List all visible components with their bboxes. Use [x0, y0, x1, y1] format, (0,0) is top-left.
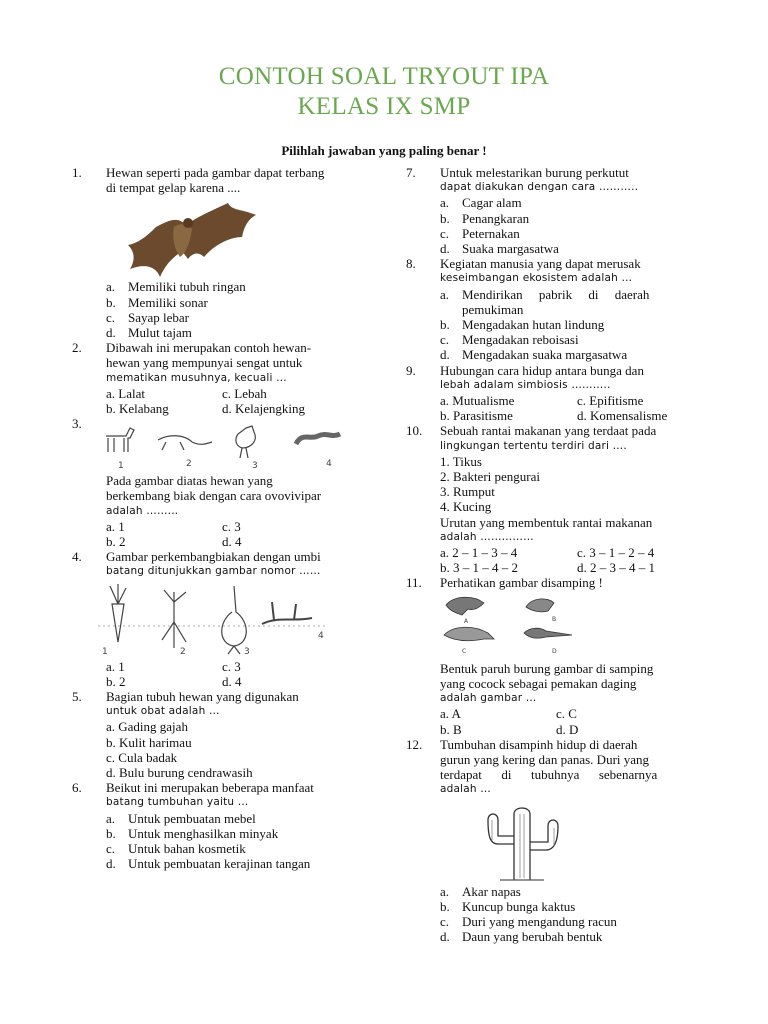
answer-option[interactable]: c. Lebah: [222, 385, 267, 401]
question-2: [72, 340, 362, 416]
answer-option-continuation: [440, 302, 698, 317]
question-stem: Sebuah rantai makanan yang terdaat pada: [440, 423, 657, 439]
answer-option[interactable]: b. 3 – 1 – 4 – 2: [440, 560, 518, 576]
question-stem: adalah ………: [106, 504, 179, 517]
answer-option[interactable]: [440, 347, 698, 362]
question-stem: terdapat di tubuhnya sebenarnya: [440, 767, 658, 783]
question-number: 4.: [72, 549, 82, 565]
question-stem: adalah …: [440, 783, 491, 796]
answer-option[interactable]: a. Mutualisme: [440, 393, 515, 409]
question-stem: Untuk melestarikan burung perkutut: [440, 165, 629, 180]
question-stem: batang ditunjukkan gambar nomor ……: [106, 565, 321, 578]
cactus-icon: [470, 800, 580, 882]
answer-option[interactable]: [106, 279, 362, 294]
question-9: [406, 363, 698, 424]
answer-option[interactable]: a. 1: [106, 658, 125, 674]
question-8: [406, 256, 698, 362]
answer-option[interactable]: [440, 287, 698, 302]
option-letter: c.: [106, 309, 116, 325]
answer-option[interactable]: b. 2: [106, 534, 126, 550]
question-11: [406, 575, 698, 736]
figure-label: 4: [326, 459, 332, 470]
option-letter: d.: [106, 325, 116, 341]
answer-option[interactable]: d. 4: [222, 534, 242, 550]
instruction: Pilihlah jawaban yang paling benar !: [281, 143, 487, 158]
option-letter: a.: [106, 810, 116, 826]
question-6: [72, 780, 362, 871]
question-number: 10.: [406, 423, 423, 439]
answer-option[interactable]: b. Parasitisme: [440, 408, 513, 424]
bat-icon: [116, 197, 286, 279]
answer-option[interactable]: [440, 317, 698, 332]
option-letter: b.: [440, 898, 450, 914]
option-text: Peternakan: [462, 225, 520, 241]
answer-option[interactable]: a. 2 – 1 – 3 – 4: [440, 545, 518, 561]
plants-illustration: [98, 582, 328, 656]
option-text: Memiliki tubuh ringan: [128, 279, 246, 295]
list-item: 4. Kucing: [440, 499, 492, 515]
option-letter: c.: [106, 841, 116, 857]
answer-option[interactable]: [440, 226, 698, 241]
option-letter: a.: [106, 279, 116, 295]
question-4: [72, 549, 362, 689]
question-stem: Urutan yang membentuk rantai makanan: [440, 514, 653, 530]
answer-option[interactable]: [106, 826, 362, 841]
option-text: Mengadakan hutan lindung: [462, 317, 605, 333]
answer-option[interactable]: [440, 899, 698, 914]
question-number: 2.: [72, 340, 82, 356]
question-stem: lingkungan tertentu terdiri dari ….: [440, 439, 627, 452]
option-text: Memiliki sonar: [128, 294, 208, 310]
question-number: 1.: [72, 165, 82, 180]
answer-option[interactable]: c. 3: [222, 518, 241, 534]
question-number: 8.: [406, 256, 416, 272]
option-text: Mulut tajam: [128, 325, 192, 341]
figure-label: A: [464, 617, 469, 625]
answer-option[interactable]: [440, 929, 698, 944]
answer-option[interactable]: d. Bulu burung cendrawasih: [106, 765, 253, 781]
answer-option[interactable]: c. C: [556, 706, 577, 722]
question-stem: mematikan musuhnya, kecuali …: [106, 371, 287, 384]
figure-label: 1: [102, 646, 108, 656]
question-stem: Dibawah ini merupakan contoh hewan-: [106, 340, 312, 356]
answer-option[interactable]: [106, 295, 362, 310]
option-letter: a.: [440, 286, 450, 302]
question-stem: Hewan seperti pada gambar dapat terbang: [106, 165, 325, 180]
beak-a-icon: [446, 597, 484, 615]
answer-option[interactable]: [440, 241, 698, 256]
option-text: Untuk bahan kosmetik: [128, 841, 246, 857]
question-stem: untuk obat adalah …: [106, 705, 220, 718]
option-text: Mengadakan reboisasi: [462, 332, 579, 348]
question-stem: lebah adalam simbiosis ………..: [440, 378, 611, 391]
answer-option[interactable]: [106, 325, 362, 340]
answer-option[interactable]: c. 3: [222, 658, 241, 674]
snake-icon: [296, 434, 340, 444]
beak-b-icon: [526, 599, 554, 612]
answer-option[interactable]: c. Cula badak: [106, 749, 178, 765]
figure-label: 2: [180, 646, 186, 656]
option-text: Akar napas: [462, 883, 521, 899]
option-text: Suaka margasatwa: [462, 241, 559, 257]
answer-option[interactable]: [440, 914, 698, 929]
question-stem: berkembang biak dengan cara ovovivipar: [106, 488, 322, 504]
question-stem: gurun yang kering dan panas. Duri yang: [440, 751, 650, 767]
plant-roots-icon: [162, 590, 186, 648]
option-letter: a.: [440, 883, 450, 899]
option-letter: b.: [440, 317, 450, 333]
answer-option[interactable]: a. A: [440, 706, 461, 722]
question-3: [72, 416, 362, 549]
question-stem: adalah gambar …: [440, 692, 537, 705]
figure-label: 4: [318, 630, 324, 641]
animals-illustration: [96, 416, 346, 470]
option-letter: d.: [106, 856, 116, 872]
option-letter: b.: [106, 294, 116, 310]
option-letter: d.: [440, 929, 450, 945]
answer-option[interactable]: [106, 856, 362, 871]
option-letter: b.: [106, 825, 116, 841]
answer-option[interactable]: [440, 195, 698, 210]
answer-option[interactable]: b. B: [440, 721, 462, 737]
question-stem: batang tumbuhan yaitu …: [106, 796, 249, 809]
page-title: CONTOH SOAL TRYOUT IPA: [218, 63, 550, 90]
option-letter: a.: [440, 195, 450, 211]
question-number: 7.: [406, 165, 416, 180]
question-stem: di tempat gelap karena ....: [106, 180, 241, 196]
answer-option[interactable]: b. Kelabang: [106, 401, 169, 417]
rhizome-icon: [262, 602, 312, 624]
option-letter: c.: [440, 332, 450, 348]
answer-option[interactable]: d. 4: [222, 673, 242, 689]
figure-label: 3: [244, 646, 250, 656]
answer-option[interactable]: a. Gading gajah: [106, 719, 188, 735]
goat-icon: [106, 428, 134, 452]
answer-option[interactable]: a. Lalat: [106, 385, 145, 401]
answer-option[interactable]: [440, 884, 698, 899]
option-text: Untuk pembuatan mebel: [128, 810, 256, 826]
question-7: [406, 165, 698, 256]
option-letter: d.: [440, 241, 450, 257]
question-number: 6.: [72, 780, 82, 796]
figure-label: C: [462, 647, 467, 655]
option-text: Untuk menghasilkan minyak: [128, 825, 279, 841]
carrot-icon: [110, 584, 126, 642]
answer-option[interactable]: c. Epifitisme: [577, 393, 644, 409]
figure-label: D: [552, 647, 557, 655]
beak-c-icon: [444, 627, 494, 641]
question-stem: Perhatikan gambar disamping !: [440, 575, 603, 591]
question-stem: adalah ……………: [440, 530, 534, 543]
question-stem: Beikut ini merupakan beberapa manfaat: [106, 780, 314, 796]
answer-option[interactable]: [106, 811, 362, 826]
question-stem: hewan yang mempunyai sengat untuk: [106, 355, 303, 371]
question-number: 9.: [406, 362, 416, 378]
option-letter: c.: [440, 913, 450, 929]
figure-label: B: [552, 615, 557, 623]
option-text: Sayap lebar: [128, 309, 190, 325]
question-10: [406, 423, 698, 575]
question-stem: keseimbangan ekosistem adalah …: [440, 272, 633, 285]
question-stem: Kegiatan manusia yang dapat merusak: [440, 256, 641, 272]
question-stem: yang cocock sebagai pemakan daging: [440, 675, 637, 691]
answer-option[interactable]: [440, 211, 698, 226]
option-text: Mengadakan suaka margasatwa: [462, 347, 628, 363]
left-column: [72, 165, 362, 872]
figure-label: 1: [118, 461, 124, 471]
lizard-icon: [158, 436, 212, 450]
question-number: 5.: [72, 689, 82, 705]
answer-option[interactable]: d. Komensalisme: [577, 408, 668, 424]
option-letter: c.: [440, 225, 450, 241]
option-text: Mendirikan pabrik di daerah: [462, 286, 650, 302]
answer-option[interactable]: a. 1: [106, 518, 125, 534]
bird-beaks-illustration: [440, 593, 590, 655]
question-5: [72, 689, 362, 780]
answer-option[interactable]: d. D: [556, 721, 579, 737]
figure-label: 3: [252, 461, 258, 471]
answer-option[interactable]: [440, 332, 698, 347]
answer-option[interactable]: b. Kulit harimau: [106, 734, 192, 750]
beak-d-icon: [524, 628, 572, 638]
option-text: Cagar alam: [462, 195, 522, 211]
onion-icon: [222, 586, 247, 654]
list-item: 2. Bakteri pengurai: [440, 469, 540, 485]
right-column: [406, 165, 698, 944]
question-stem: Pada gambar diatas hewan yang: [106, 473, 273, 489]
option-text: Kuncup bunga kaktus: [462, 898, 576, 914]
list-item: 1. Tikus: [440, 453, 482, 469]
question-stem: Tumbuhan disampinh hidup di daerah: [440, 736, 638, 752]
question-12: [406, 737, 698, 945]
question-stem: Gambar perkembangbiakan dengan umbi: [106, 549, 321, 565]
option-text: Daun yang berubah bentuk: [462, 929, 603, 945]
question-stem: Bentuk paruh burung gambar di samping: [440, 660, 654, 676]
question-number: 12.: [406, 736, 423, 752]
question-number: 11.: [406, 575, 422, 591]
option-text: Duri yang mengandung racun: [462, 913, 617, 929]
answer-option[interactable]: d. 2 – 3 – 4 – 1: [577, 560, 655, 576]
answer-option[interactable]: b. 2: [106, 673, 126, 689]
answer-option[interactable]: d. Kelajengking: [222, 401, 306, 417]
answer-option[interactable]: [106, 310, 362, 325]
option-text: pemukiman: [462, 301, 524, 317]
figure-label: 2: [186, 459, 192, 470]
answer-option[interactable]: [106, 841, 362, 856]
question-stem: Hubungan cara hidup antara bunga dan: [440, 362, 644, 378]
rooster-icon: [236, 426, 255, 458]
option-letter: b.: [440, 210, 450, 226]
option-text: Penangkaran: [462, 210, 530, 226]
question-number: 3.: [72, 416, 82, 432]
question-stem: Bagian tubuh hewan yang digunakan: [106, 689, 299, 705]
option-text: Untuk pembuatan kerajinan tangan: [128, 856, 311, 872]
list-item: 3. Rumput: [440, 484, 495, 500]
page-subtitle: KELAS IX SMP: [297, 93, 471, 120]
option-letter: d.: [440, 347, 450, 363]
answer-option[interactable]: c. 3 – 1 – 2 – 4: [577, 545, 655, 561]
question-stem: dapat diakukan dengan cara ………..: [440, 181, 639, 194]
question-1: [72, 165, 362, 340]
